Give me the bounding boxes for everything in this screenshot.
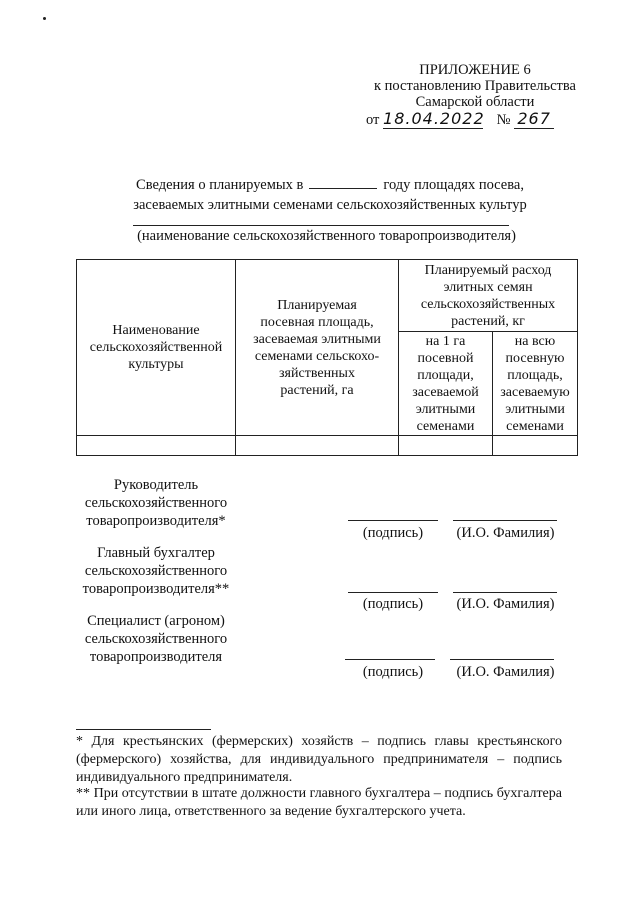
col-crop-name: Наименование сельскохозяйственной культуры — [77, 260, 236, 436]
producer-caption: (наименование сельскохозяйственного товаропроизводителя) — [137, 228, 516, 244]
decree-reference — [366, 110, 576, 129]
scan-dot — [43, 17, 46, 20]
empty-cell — [399, 436, 493, 456]
decree-date: 18.04.2022 — [383, 109, 485, 128]
year-blank — [309, 188, 377, 189]
title-line1-end: году площадях посева, — [383, 177, 524, 193]
empty-cell — [77, 436, 236, 456]
appendix-line1: к постановлению Правительства — [374, 78, 576, 94]
title-line2: засеваемых элитными семенами сельскохозяйственных культур — [133, 197, 527, 213]
signature-role-director: Руководитель сельскохозяйственного товаропроизводителя* — [84, 477, 228, 529]
signature-role-accountant: Главный бухгалтер сельскохозяйственного товаропроизводителя** — [82, 545, 230, 597]
signature-line — [345, 659, 435, 660]
name-line — [453, 592, 557, 593]
signature-caption: (подпись) — [362, 525, 424, 541]
footnote-1: * Для крестьянских (фермерских) хозяйств – подпись главы крестьянского (фермерского) хозяйства, для индивидуального предпринимателя – подпись индивидуального предпринимателя. — [76, 734, 562, 785]
name-line — [453, 520, 557, 521]
signature-role-agronomist: Специалист (агроном) сельскохозяйственного товаропроизводителя — [84, 613, 228, 665]
footnote-2: ** При отсутствии в штате должности главного бухгалтера – подпись бухгалтера или иного лица, ответственного за ведение бухгалтерского учета. — [76, 786, 562, 819]
seed-usage-table — [76, 259, 578, 456]
producer-name-line — [133, 225, 509, 226]
from-label: от — [366, 112, 380, 128]
signature-line — [348, 592, 438, 593]
col-planned-consumption: Планируемый расход элитных семян сельскохозяйственных растений, кг — [399, 260, 578, 332]
name-caption: (И.О. Фамилия) — [456, 664, 555, 680]
footnote-separator — [76, 729, 211, 730]
signature-caption: (подпись) — [362, 596, 424, 612]
signature-caption: (подпись) — [362, 664, 424, 680]
name-line — [450, 659, 554, 660]
col-planned-area: Планируемая посевная площадь, засеваемая элитными семенами сельскохо- зяйственных растений, га — [236, 260, 399, 436]
form-title — [60, 175, 600, 215]
number-label: № — [496, 112, 511, 128]
name-caption: (И.О. Фамилия) — [456, 596, 555, 612]
empty-cell — [236, 436, 399, 456]
appendix-line2: Самарской области — [415, 94, 535, 110]
col-per-hectare: на 1 га посевной площади, засеваемой элитными семенами — [399, 332, 493, 436]
title-line1-start: Сведения о планируемых в — [136, 177, 304, 193]
appendix-title: ПРИЛОЖЕНИЕ 6 — [419, 62, 531, 78]
empty-cell — [493, 436, 578, 456]
signature-line — [348, 520, 438, 521]
title-line1 — [60, 175, 600, 195]
name-caption: (И.О. Фамилия) — [456, 525, 555, 541]
col-total-area: на всю посевную площадь, засеваемую элитными семенами — [493, 332, 578, 436]
appendix-header — [340, 62, 610, 110]
decree-number: 267 — [514, 110, 554, 129]
